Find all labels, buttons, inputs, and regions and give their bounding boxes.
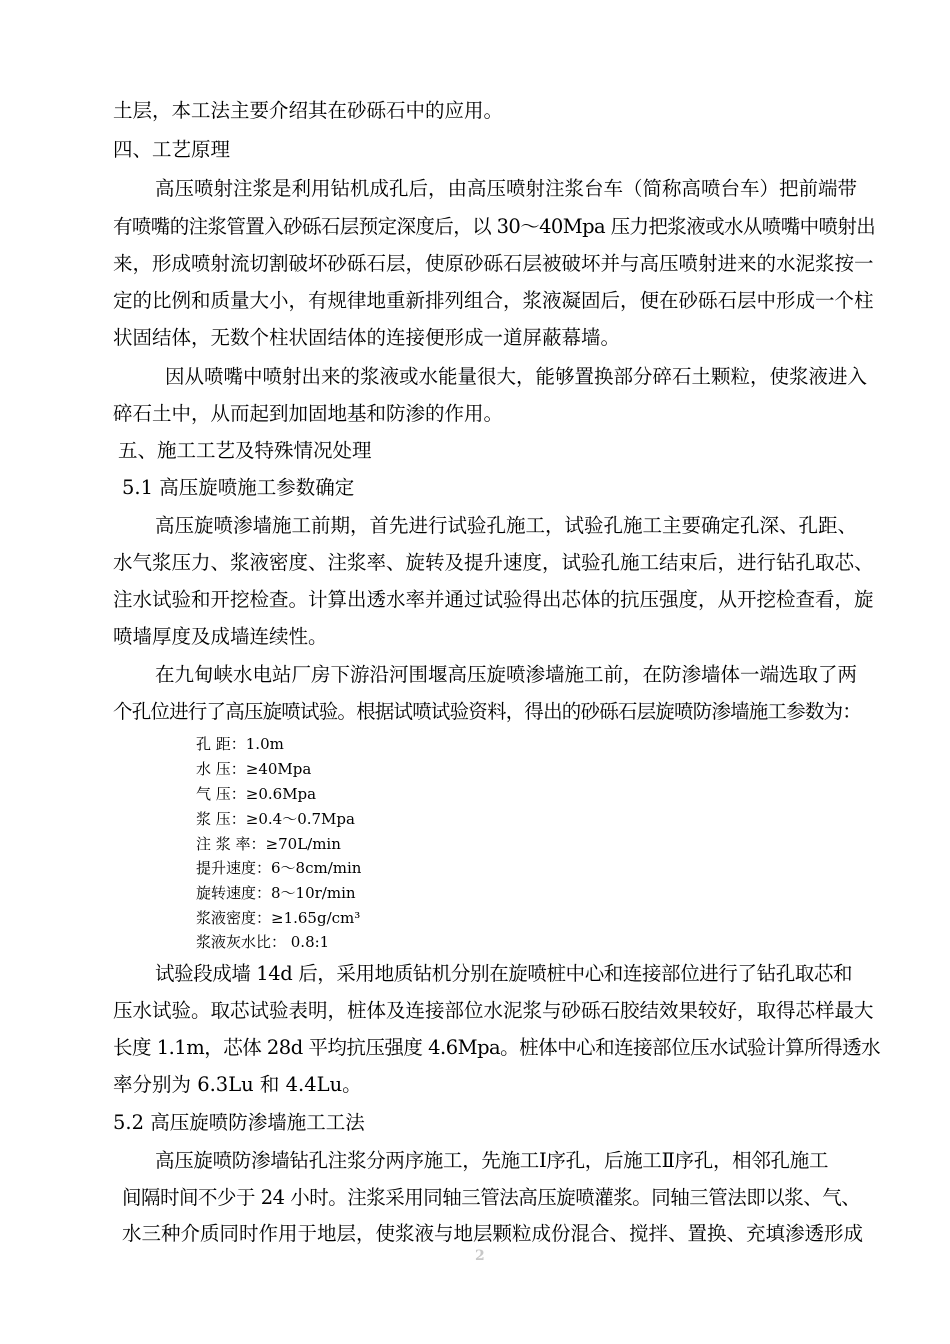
text-line: 状固结体，无数个柱状固结体的连接便形成一道屏蔽幕墙。: [113, 326, 621, 349]
text-line: 高压旋喷渗墙施工前期，首先进行试验孔施工，试验孔施工主要确定孔深、孔距、: [155, 514, 858, 537]
text-line: 来，形成喷射流切割破坏砂砾石层，使原砂砾石层被破坏并与高压喷射进来的水泥浆按一: [113, 252, 874, 275]
param-item: 水 压：≥40Mpa: [196, 760, 312, 778]
text-line: 间隔时间不少于 24 小时。注浆采用同轴三管法高压旋喷灌浆。同轴三管法即以浆、气、: [122, 1186, 861, 1209]
text-line: 因从喷嘴中喷射出来的浆液或水能量很大，能够置换部分碎石土颗粒，使浆液进入: [165, 365, 868, 388]
text-line: 定的比例和质量大小，有规律地重新排列组合，浆液凝固后，便在砂砾石层中形成一个柱: [113, 289, 874, 312]
text-line: 喷墙厚度及成墙连续性。: [113, 625, 328, 648]
text-line: 土层，本工法主要介绍其在砂砾石中的应用。: [113, 99, 504, 122]
param-item: 提升速度：6～8cm/min: [196, 859, 362, 877]
param-item: 浆液灰水比： 0.8:1: [196, 933, 330, 951]
text-line: 水气浆压力、浆液密度、注浆率、旋转及提升速度，试验孔施工结束后，进行钻孔取芯、: [113, 551, 874, 574]
page-number: 2: [475, 1248, 485, 1264]
param-item: 浆液密度：≥1.65g/cm³: [196, 909, 361, 927]
param-item: 孔 距：1.0m: [196, 735, 284, 753]
subsection-heading: 5.1 高压旋喷施工参数确定: [122, 476, 355, 499]
text-line: 长度 1.1m，芯体 28d 平均抗压强度 4.6Mpa。桩体中心和连接部位压水试验计算所得透水: [113, 1036, 881, 1059]
param-item: 旋转速度：8～10r/min: [196, 884, 356, 902]
text-line: 碎石土中，从而起到加固地基和防渗的作用。: [113, 402, 504, 425]
section-heading: 五、施工工艺及特殊情况处理: [118, 439, 372, 462]
text-line: 高压旋喷防渗墙钻孔注浆分两序施工，先施工Ⅰ序孔，后施工Ⅱ序孔，相邻孔施工: [155, 1149, 829, 1172]
subsection-heading: 5.2 高压旋喷防渗墙施工工法: [113, 1111, 365, 1134]
text-line: 有喷嘴的注浆管置入砂砾石层预定深度后，以 30～40Mpa 压力把浆液或水从喷嘴中喷射出: [113, 215, 876, 238]
text-line: 压水试验。取芯试验表明，桩体及连接部位水泥浆与砂砾石胶结效果较好，取得芯样最大: [113, 999, 874, 1022]
param-item: 注 浆 率：≥70L/min: [196, 835, 341, 853]
text-line: 率分别为 6.3Lu 和 4.4Lu。: [113, 1073, 362, 1096]
section-heading: 四、工艺原理: [113, 138, 231, 161]
text-line: 高压喷射注浆是利用钻机成孔后，由高压喷射注浆台车（简称高喷台车）把前端带: [155, 177, 858, 200]
param-item: 浆 压：≥0.4～0.7Mpa: [196, 810, 355, 828]
text-line: 水三种介质同时作用于地层，使浆液与地层颗粒成份混合、搅拌、置换、充填渗透形成: [122, 1222, 864, 1245]
param-item: 气 压：≥0.6Mpa: [196, 785, 317, 803]
text-line: 试验段成墙 14d 后，采用地质钻机分别在旋喷桩中心和连接部位进行了钻孔取芯和: [155, 962, 853, 985]
text-line: 个孔位进行了高压旋喷试验。根据试喷试验资料，得出的砂砾石层旋喷防渗墙施工参数为：: [113, 700, 862, 723]
text-line: 注水试验和开挖检查。计算出透水率并通过试验得出芯体的抗压强度，从开挖检查看，旋: [113, 588, 874, 611]
text-line: 在九甸峡水电站厂房下游沿河围堰高压旋喷渗墙施工前，在防渗墙体一端选取了两: [155, 663, 858, 686]
